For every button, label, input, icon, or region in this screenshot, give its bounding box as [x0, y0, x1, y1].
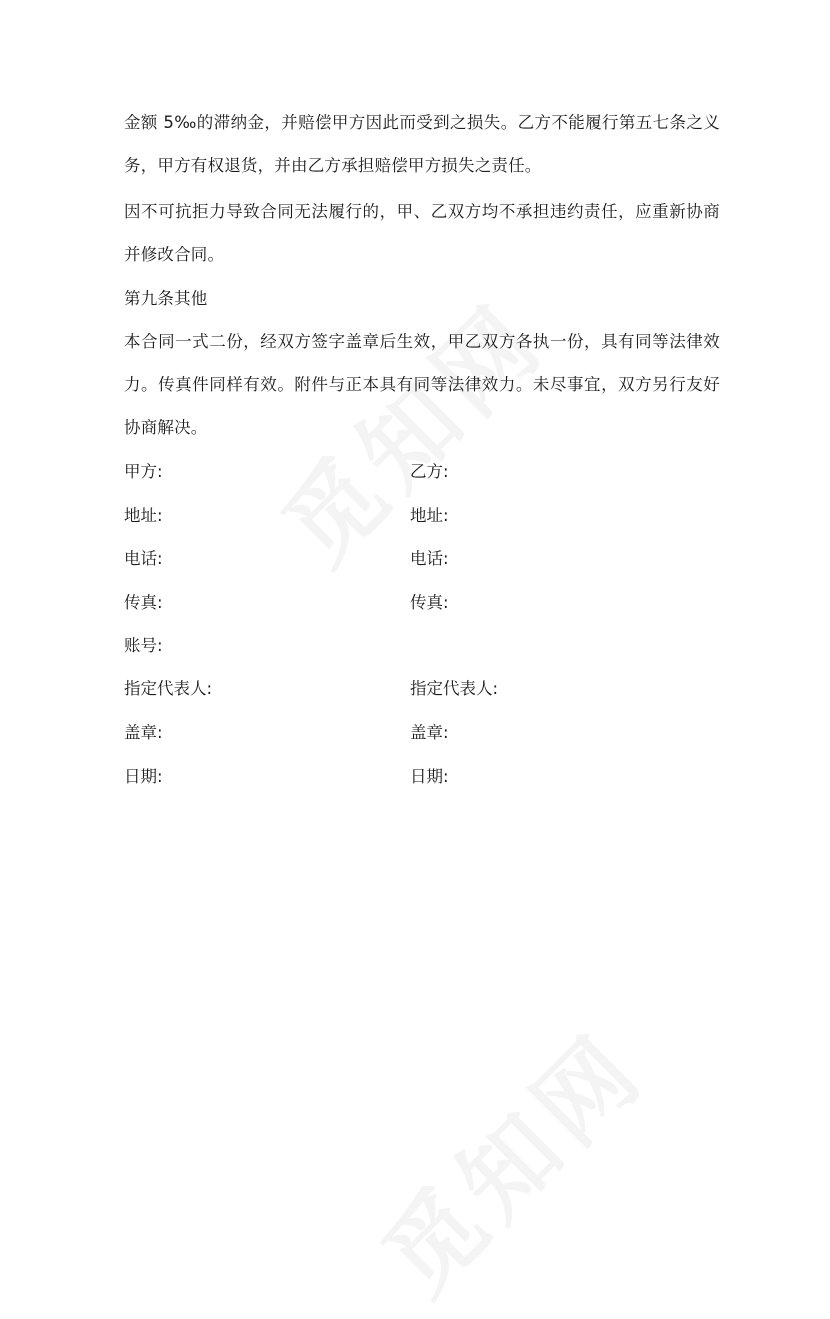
party-b-address-label: 地址:: [410, 506, 449, 525]
paragraph-line: 务，甲方有权退货，并由乙方承担赔偿甲方损失之责任。: [124, 156, 542, 175]
party-a-account-label: 账号:: [124, 636, 163, 655]
party-b-date-label: 日期:: [410, 767, 449, 786]
party-a-fax-label: 传真:: [124, 593, 163, 612]
party-a-address-label: 地址:: [124, 506, 163, 525]
party-b-name-label: 乙方:: [410, 462, 449, 481]
paragraph-line: 力。传真件同样有效。附件与正本具有同等法律效力。未尽事宜，双方另行友好: [124, 375, 720, 394]
paragraph-line: 金额 5‰的滞纳金，并赔偿甲方因此而受到之损失。乙方不能履行第五七条之义: [124, 113, 720, 132]
party-a-representative-label: 指定代表人:: [124, 679, 213, 698]
party-a-date-label: 日期:: [124, 767, 163, 786]
paragraph-penalty: [124, 101, 720, 187]
paragraph-line: 本合同一式二份，经双方签字盖章后生效，甲乙双方各执一份，具有同等法律效: [124, 332, 720, 351]
paragraph-line: 协商解决。: [124, 418, 208, 437]
party-b-fax-label: 传真:: [410, 593, 449, 612]
section-heading-text: 第九条其他: [124, 289, 208, 308]
party-a-seal-label: 盖章:: [124, 723, 163, 742]
paragraph-line: 因不可抗拒力导致合同无法履行的，甲、乙双方均不承担违约责任，应重新协商: [124, 202, 720, 221]
party-a-name-label: 甲方:: [124, 462, 163, 481]
party-b-representative-label: 指定代表人:: [410, 679, 499, 698]
watermark: [348, 998, 670, 1319]
party-a-phone-label: 电话:: [124, 549, 163, 568]
party-b-phone-label: 电话:: [410, 549, 449, 568]
section-heading: [124, 277, 720, 320]
paragraph-force-majeure: [124, 190, 720, 276]
paragraph-line: 并修改合同。: [124, 245, 225, 264]
party-b-seal-label: 盖章:: [410, 723, 449, 742]
paragraph-other-terms: [124, 320, 720, 449]
